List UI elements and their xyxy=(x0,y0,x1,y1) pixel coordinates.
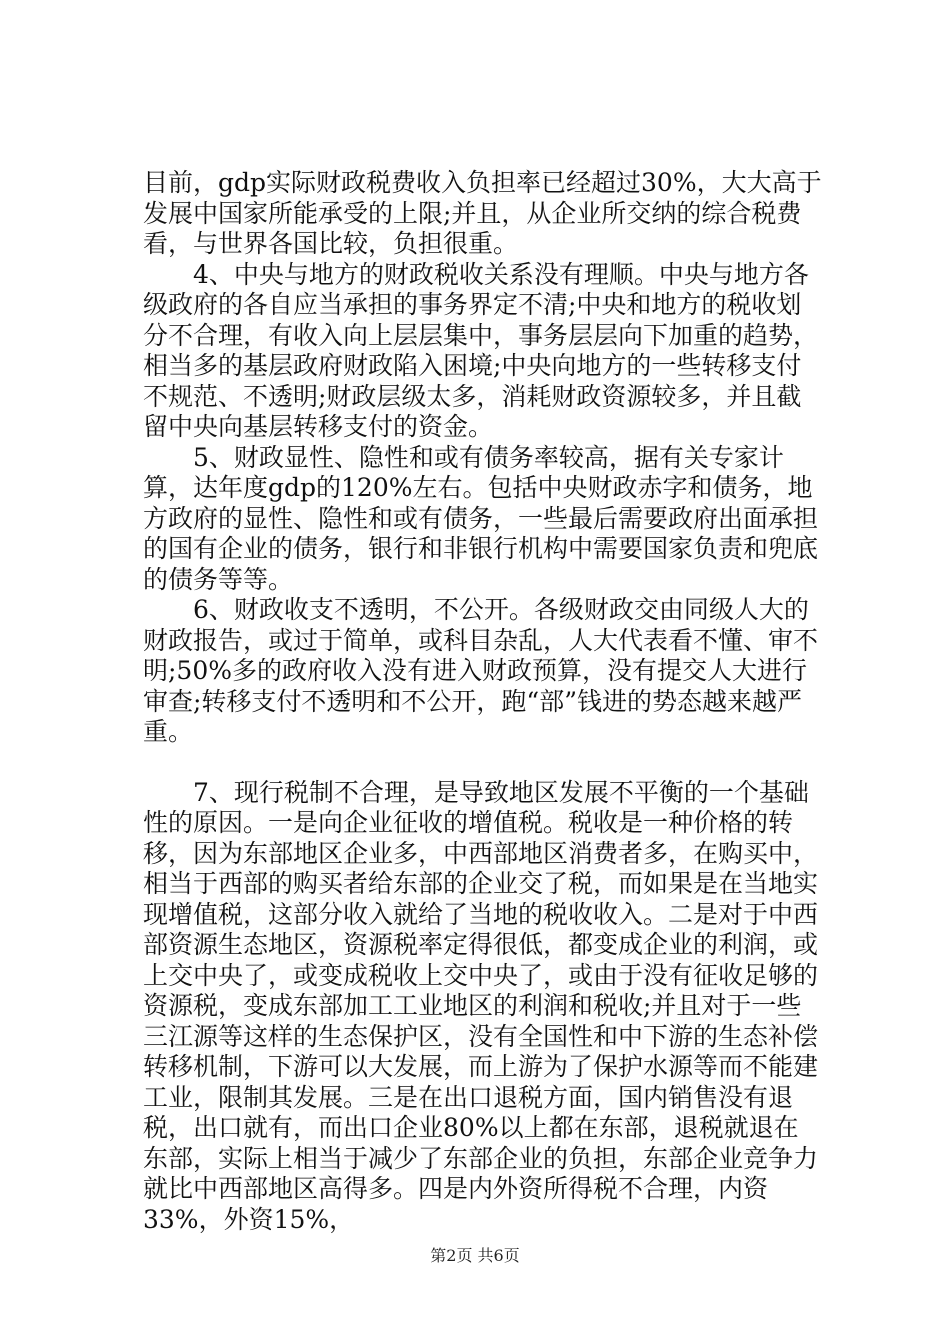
page-footer xyxy=(0,1243,950,1266)
paragraph-5: 5、财政显性、隐性和或有债务率较高，据有关专家计算，达年度gdp的120%左右。包括中央财政赤字和债务，地方政府的显性、隐性和或有债务，一些最后需要政府出面承担的国有企业的债务，银行和非银行机构中需要国家负责和兜底的债务等等。 xyxy=(143,442,819,594)
paragraph-6: 6、财政收支不透明，不公开。各级财政交由同级人大的财政报告，或过于简单，或科目杂乱，人大代表看不懂、审不明;50%多的政府收入没有进入财政预算，没有提交人大进行审查;转移支付不透明和不公开，跑“部”钱进的势态越来越严重。 xyxy=(143,595,819,746)
page-number: 第2页 共6页 xyxy=(430,1246,520,1265)
paragraph-gap xyxy=(143,748,823,778)
paragraph-continuation: 目前，gdp实际财政税费收入负担率已经超过30%，大大高于发展中国家所能承受的上限;并且，从企业所交纳的综合税费看，与世界各国比较，负担很重。 xyxy=(143,168,822,258)
document-body xyxy=(143,168,823,1235)
paragraph-4: 4、中央与地方的财政税收关系没有理顺。中央与地方各级政府的各自应当承担的事务界定不清;中央和地方的税收划分不合理，有收入向上层层集中，事务层层向下加重的趋势，相当多的基层政府财政陷入困境;中央向地方的一些转移支付不规范、不透明;财政层级太多，消耗财政资源较多，并且截留中央向基层转移支付的资金。 xyxy=(143,259,819,441)
paragraph-7: 7、现行税制不合理，是导致地区发展不平衡的一个基础性的原因。一是向企业征收的增值税。税收是一种价格的转移，因为东部地区企业多，中西部地区消费者多，在购买中，相当于西部的购买者给东部的企业交了税，而如果是在当地实现增值税，这部分收入就给了当地的税收收入。二是对于中西部资源生态地区，资源税率定得很低，都变成企业的利润，或上交中央了，或变成税收上交中央了，或由于没有征收足够的资源税，变成东部加工工业地区的利润和税收;并且对于一些三江源等这样的生态保护区，没有全国性和中下游的生态补偿转移机制，下游可以大发展，而上游为了保护水源等而不能建工业，限制其发展。三是在出口退税方面，国内销售没有退税，出口就有，而出口企业80%以上都在东部，退税就退在东部，实际上相当于减少了东部企业的负担，东部企业竞争力就比中西部地区高得多。四是内外资所得税不合理，内资33%，外资15%， xyxy=(143,777,819,1234)
